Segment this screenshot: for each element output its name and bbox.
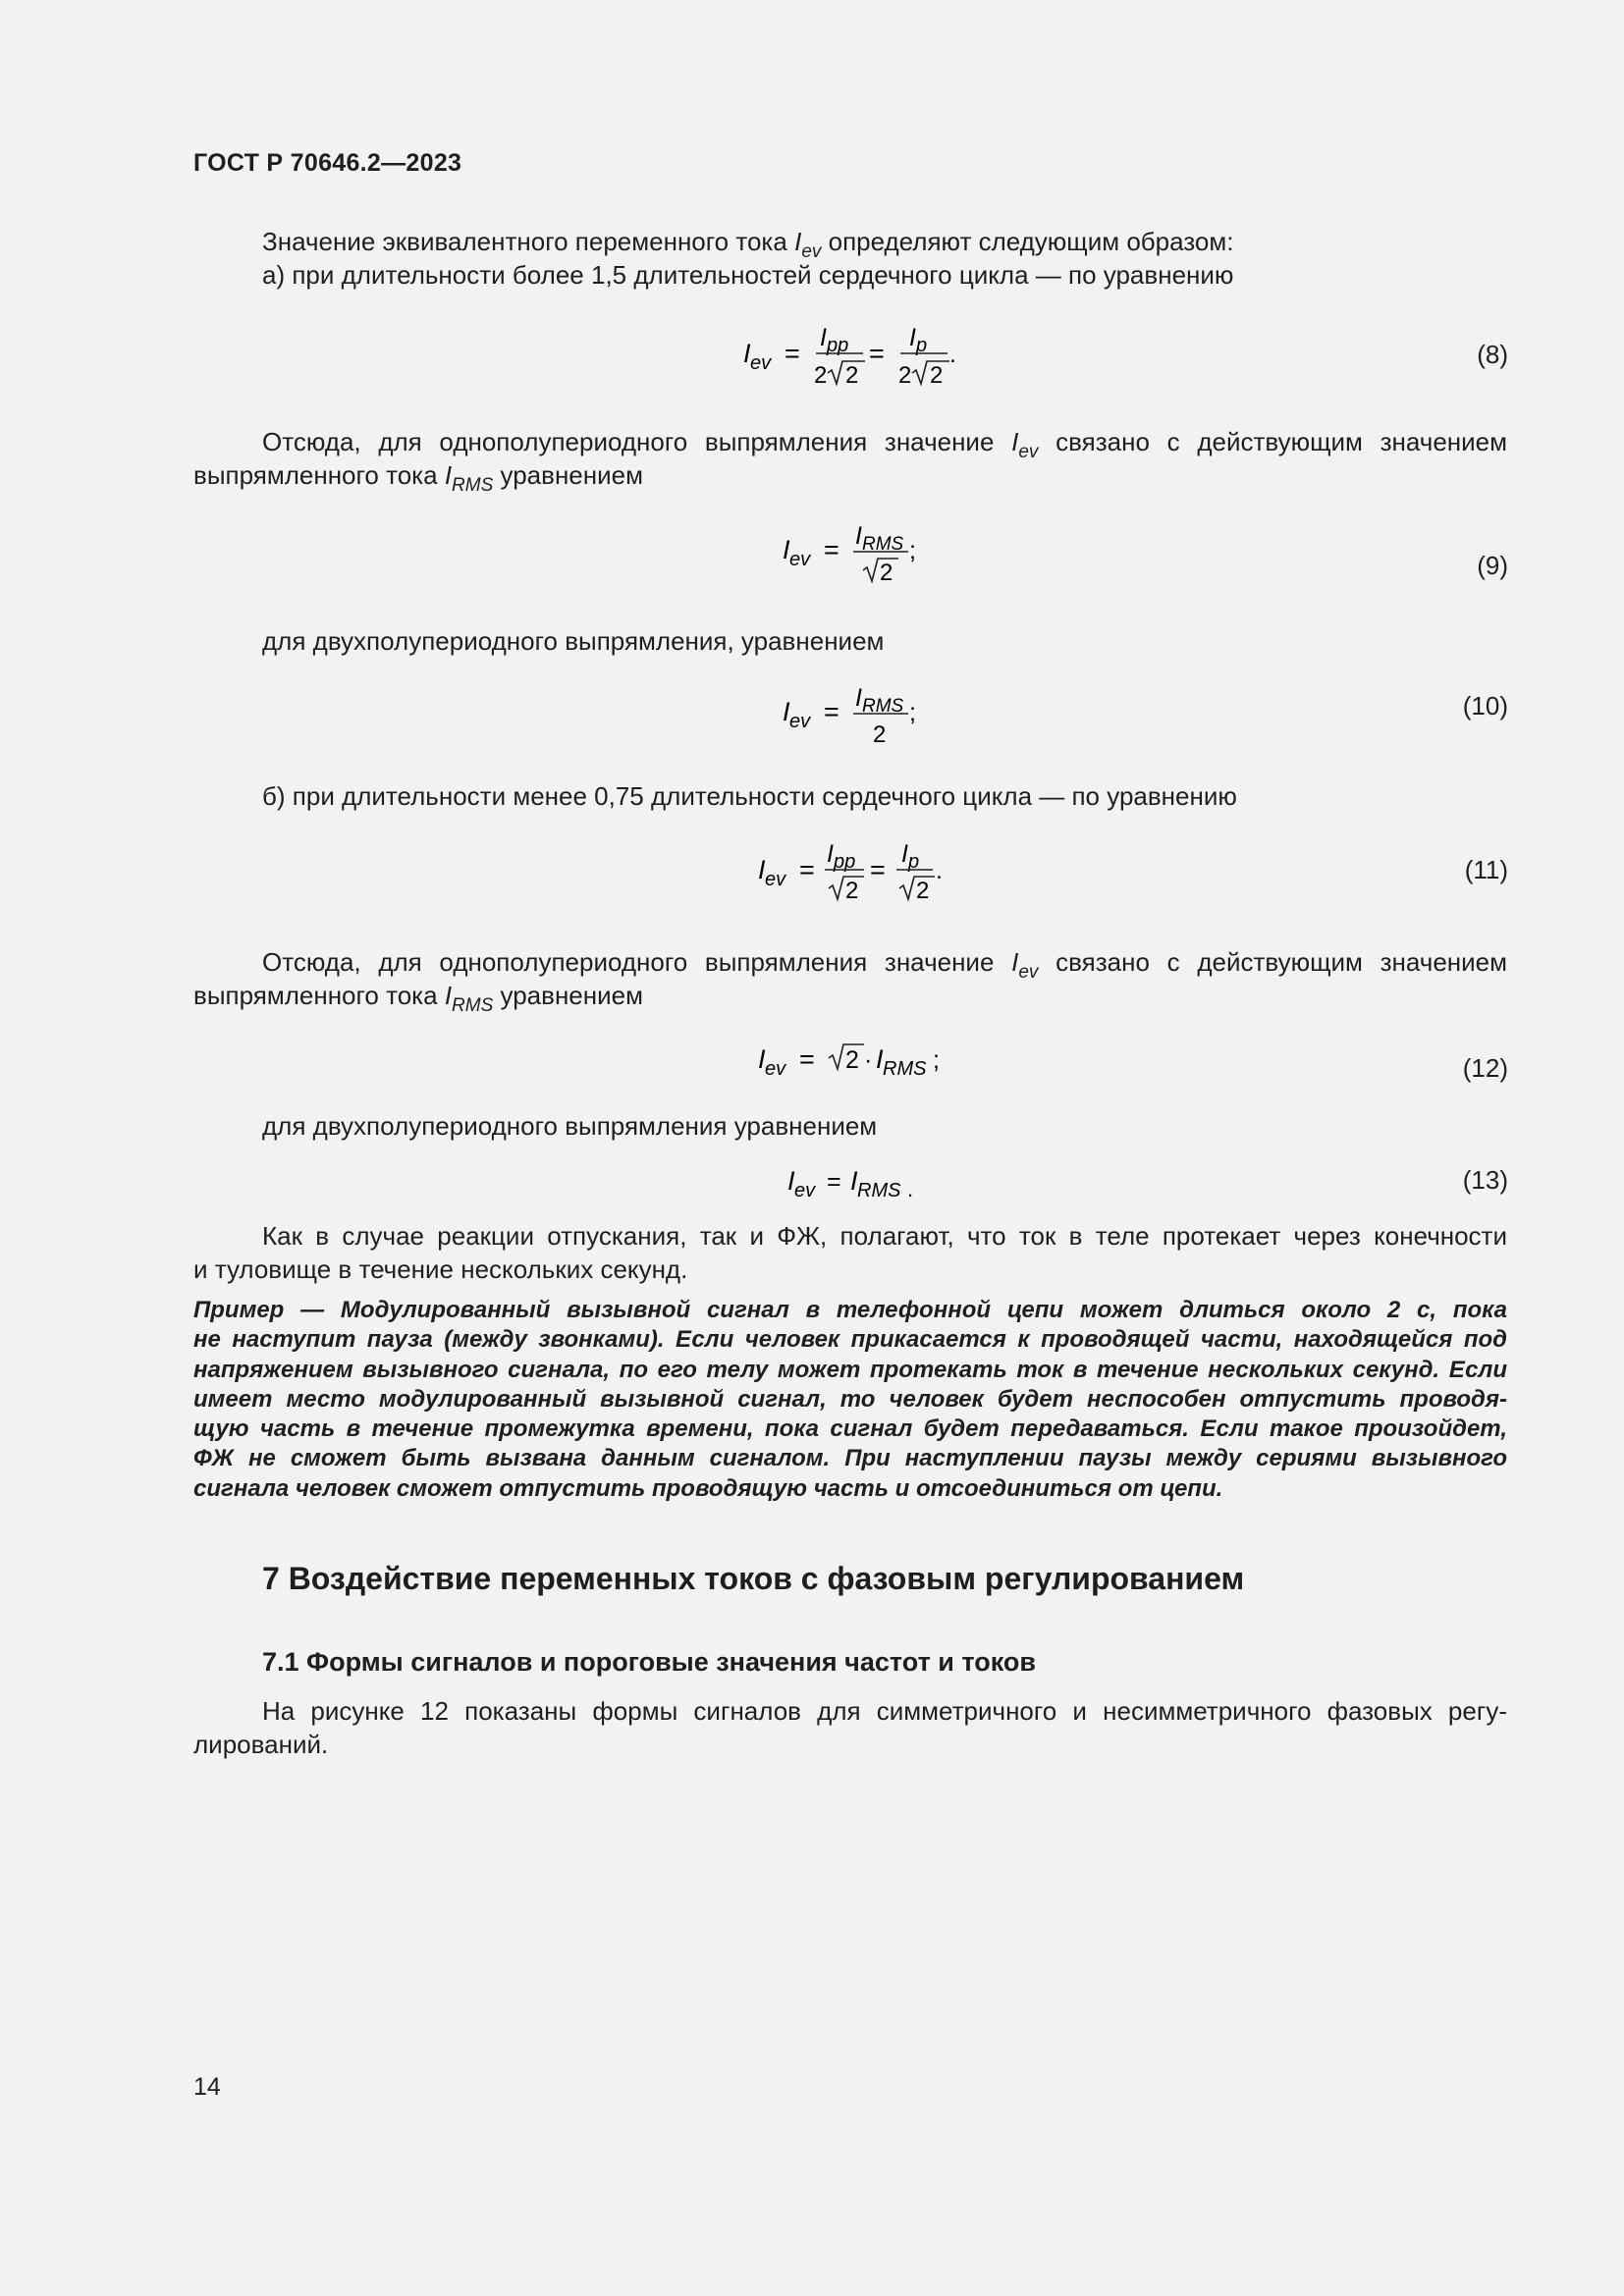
formula-var-i: I (827, 840, 834, 868)
formula-radicand: 2 (845, 362, 859, 389)
formula-equals: = (799, 1044, 815, 1074)
formula-sub-rms: RMS (862, 534, 904, 555)
example-line: напряжением вызывного сигнала, по его телу может протекать ток в течение нескольких секунд. Если (193, 1356, 1507, 1383)
paragraph-full-wave-1: для двухполупериодного выпрямления, уравнением (262, 626, 885, 656)
formula-var-i: I (787, 1166, 795, 1196)
formula-sub-ev: ev (789, 711, 811, 732)
formula-var-i: I (855, 684, 862, 712)
formula-sub-rms: RMS (862, 696, 904, 717)
equation-number: (10) (1462, 691, 1508, 721)
formula-11 (756, 834, 952, 919)
formula-var-i: I (758, 855, 766, 884)
formula-coef: 2 (814, 362, 828, 389)
formula-var-i: I (820, 324, 827, 351)
formula-var-i: I (783, 535, 790, 564)
example-line: не наступит пауза (между звонками). Если человек прикасается к проводящей части, находящейся под (193, 1326, 1507, 1354)
paragraph-duration-cont: и туловище в течение нескольких секунд. (193, 1255, 688, 1284)
svg-text:;: ; (909, 537, 916, 564)
equation-number: (9) (1477, 551, 1508, 580)
formula-denominator: 2 (873, 721, 887, 748)
formula-var-i: I (743, 339, 751, 368)
svg-text:;: ; (933, 1046, 940, 1074)
formula-13 (785, 1158, 933, 1209)
formula-radicand: 2 (930, 362, 944, 389)
formula-equals: = (824, 535, 839, 564)
formula-dot: · (864, 1046, 873, 1074)
document-header: ГОСТ Р 70646.2—2023 (193, 149, 462, 177)
formula-coef: 2 (898, 362, 912, 389)
paragraph-half-wave-2: Отсюда, для однополупериодного выпрямления значение $I_{ev}$ связано с действующим значением (262, 947, 1507, 983)
example-note (193, 1296, 1507, 1504)
page-number: 14 (193, 2073, 221, 2101)
equation-number: (11) (1464, 855, 1508, 884)
formula-10 (781, 682, 928, 757)
formula-sub-pp: pp (834, 851, 856, 873)
formula-radicand: 2 (845, 1046, 859, 1074)
formula-equals: = (824, 697, 839, 726)
formula-var-i: I (876, 1044, 884, 1074)
formula-12 (756, 1033, 952, 1088)
formula-sub-p: p (916, 335, 928, 356)
formula-var-i: I (758, 1044, 766, 1074)
example-line: имеет место модулированный вызывной сигнал, то человек будет неспособен отпустить проводя- (193, 1385, 1507, 1413)
formula-radicand: 2 (845, 878, 859, 904)
formula-sub-rms: RMS (857, 1180, 901, 1201)
example-line: сигнала человек сможет отпустить проводящую часть и отсоединиться от цепи. (193, 1474, 1223, 1502)
formula-sub-ev: ev (750, 352, 772, 374)
formula-equals: = (869, 339, 885, 368)
formula-sub-pp: pp (827, 335, 849, 356)
formula-9 (781, 520, 928, 595)
paragraph-full-wave-2: для двухполупериодного выпрямления уравнением (262, 1111, 878, 1141)
paragraph-intro: Значение эквивалентного переменного тока $I_{ev}$ определяют следующим образом: (262, 227, 1234, 262)
formula-8 (741, 312, 977, 397)
example-line: Пример — Модулированный вызывной сигнал в телефонной цепи может длиться около 2 с, пока (193, 1297, 1507, 1323)
formula-radicand: 2 (916, 878, 930, 904)
paragraph-half-wave-2-cont: выпрямленного тока $I_{RMS}$ уравнением (193, 981, 643, 1016)
paragraph-figure-ref: На рисунке 12 показаны формы сигналов для симметричного и несимметричного фазовых регу- (262, 1696, 1507, 1726)
paragraph-duration: Как в случае реакции отпускания, так и ФЖ, полагают, что ток в теле протекает через конечности (262, 1221, 1507, 1251)
svg-text:;: ; (909, 699, 916, 726)
formula-sub-p: p (908, 851, 920, 873)
formula-equals: = (827, 1168, 841, 1196)
svg-text:.: . (949, 341, 956, 368)
formula-equals: = (799, 855, 815, 884)
list-item-b: б) при длительности менее 0,75 длительности сердечного цикла — по уравнению (262, 781, 1237, 811)
formula-var-i: I (850, 1166, 858, 1196)
paragraph-figure-ref-cont: лирований. (193, 1730, 329, 1759)
example-line: щую часть в течение промежутка времени, пока сигнал будет передаваться. Если такое произойдет, (193, 1415, 1507, 1443)
equation-number: (12) (1462, 1053, 1508, 1083)
example-line: ФЖ не сможет быть вызвана данным сигналом. При наступлении паузы между сериями вызывного (193, 1445, 1507, 1472)
formula-sub-ev: ev (765, 1058, 786, 1080)
formula-sub-ev: ev (789, 549, 811, 570)
paragraph-half-wave-1: Отсюда, для однополупериодного выпрямления значение $I_{ev}$ связано с действующим значением (262, 427, 1507, 462)
formula-sub-ev: ev (794, 1180, 816, 1201)
svg-text:.: . (936, 857, 943, 884)
formula-equals: = (785, 339, 800, 368)
subsection-heading: 7.1 Формы сигналов и пороговые значения частот и токов (262, 1647, 1037, 1677)
list-item-a: а) при длительности более 1,5 длительностей сердечного цикла — по уравнению (262, 260, 1234, 290)
section-heading: 7 Воздействие переменных токов с фазовым регулированием (262, 1561, 1245, 1596)
svg-text:.: . (907, 1177, 914, 1201)
formula-equals: = (870, 855, 886, 884)
formula-var-i: I (909, 324, 916, 351)
formula-sub-rms: RMS (883, 1058, 927, 1080)
formula-var-i: I (855, 522, 862, 550)
equation-number: (13) (1462, 1165, 1508, 1195)
formula-var-i: I (901, 840, 908, 868)
paragraph-half-wave-1-cont: выпрямленного тока $I_{RMS}$ уравнением (193, 460, 643, 496)
formula-sub-ev: ev (765, 869, 786, 890)
formula-radicand: 2 (880, 560, 893, 586)
formula-var-i: I (783, 697, 790, 726)
equation-number: (8) (1477, 340, 1508, 369)
